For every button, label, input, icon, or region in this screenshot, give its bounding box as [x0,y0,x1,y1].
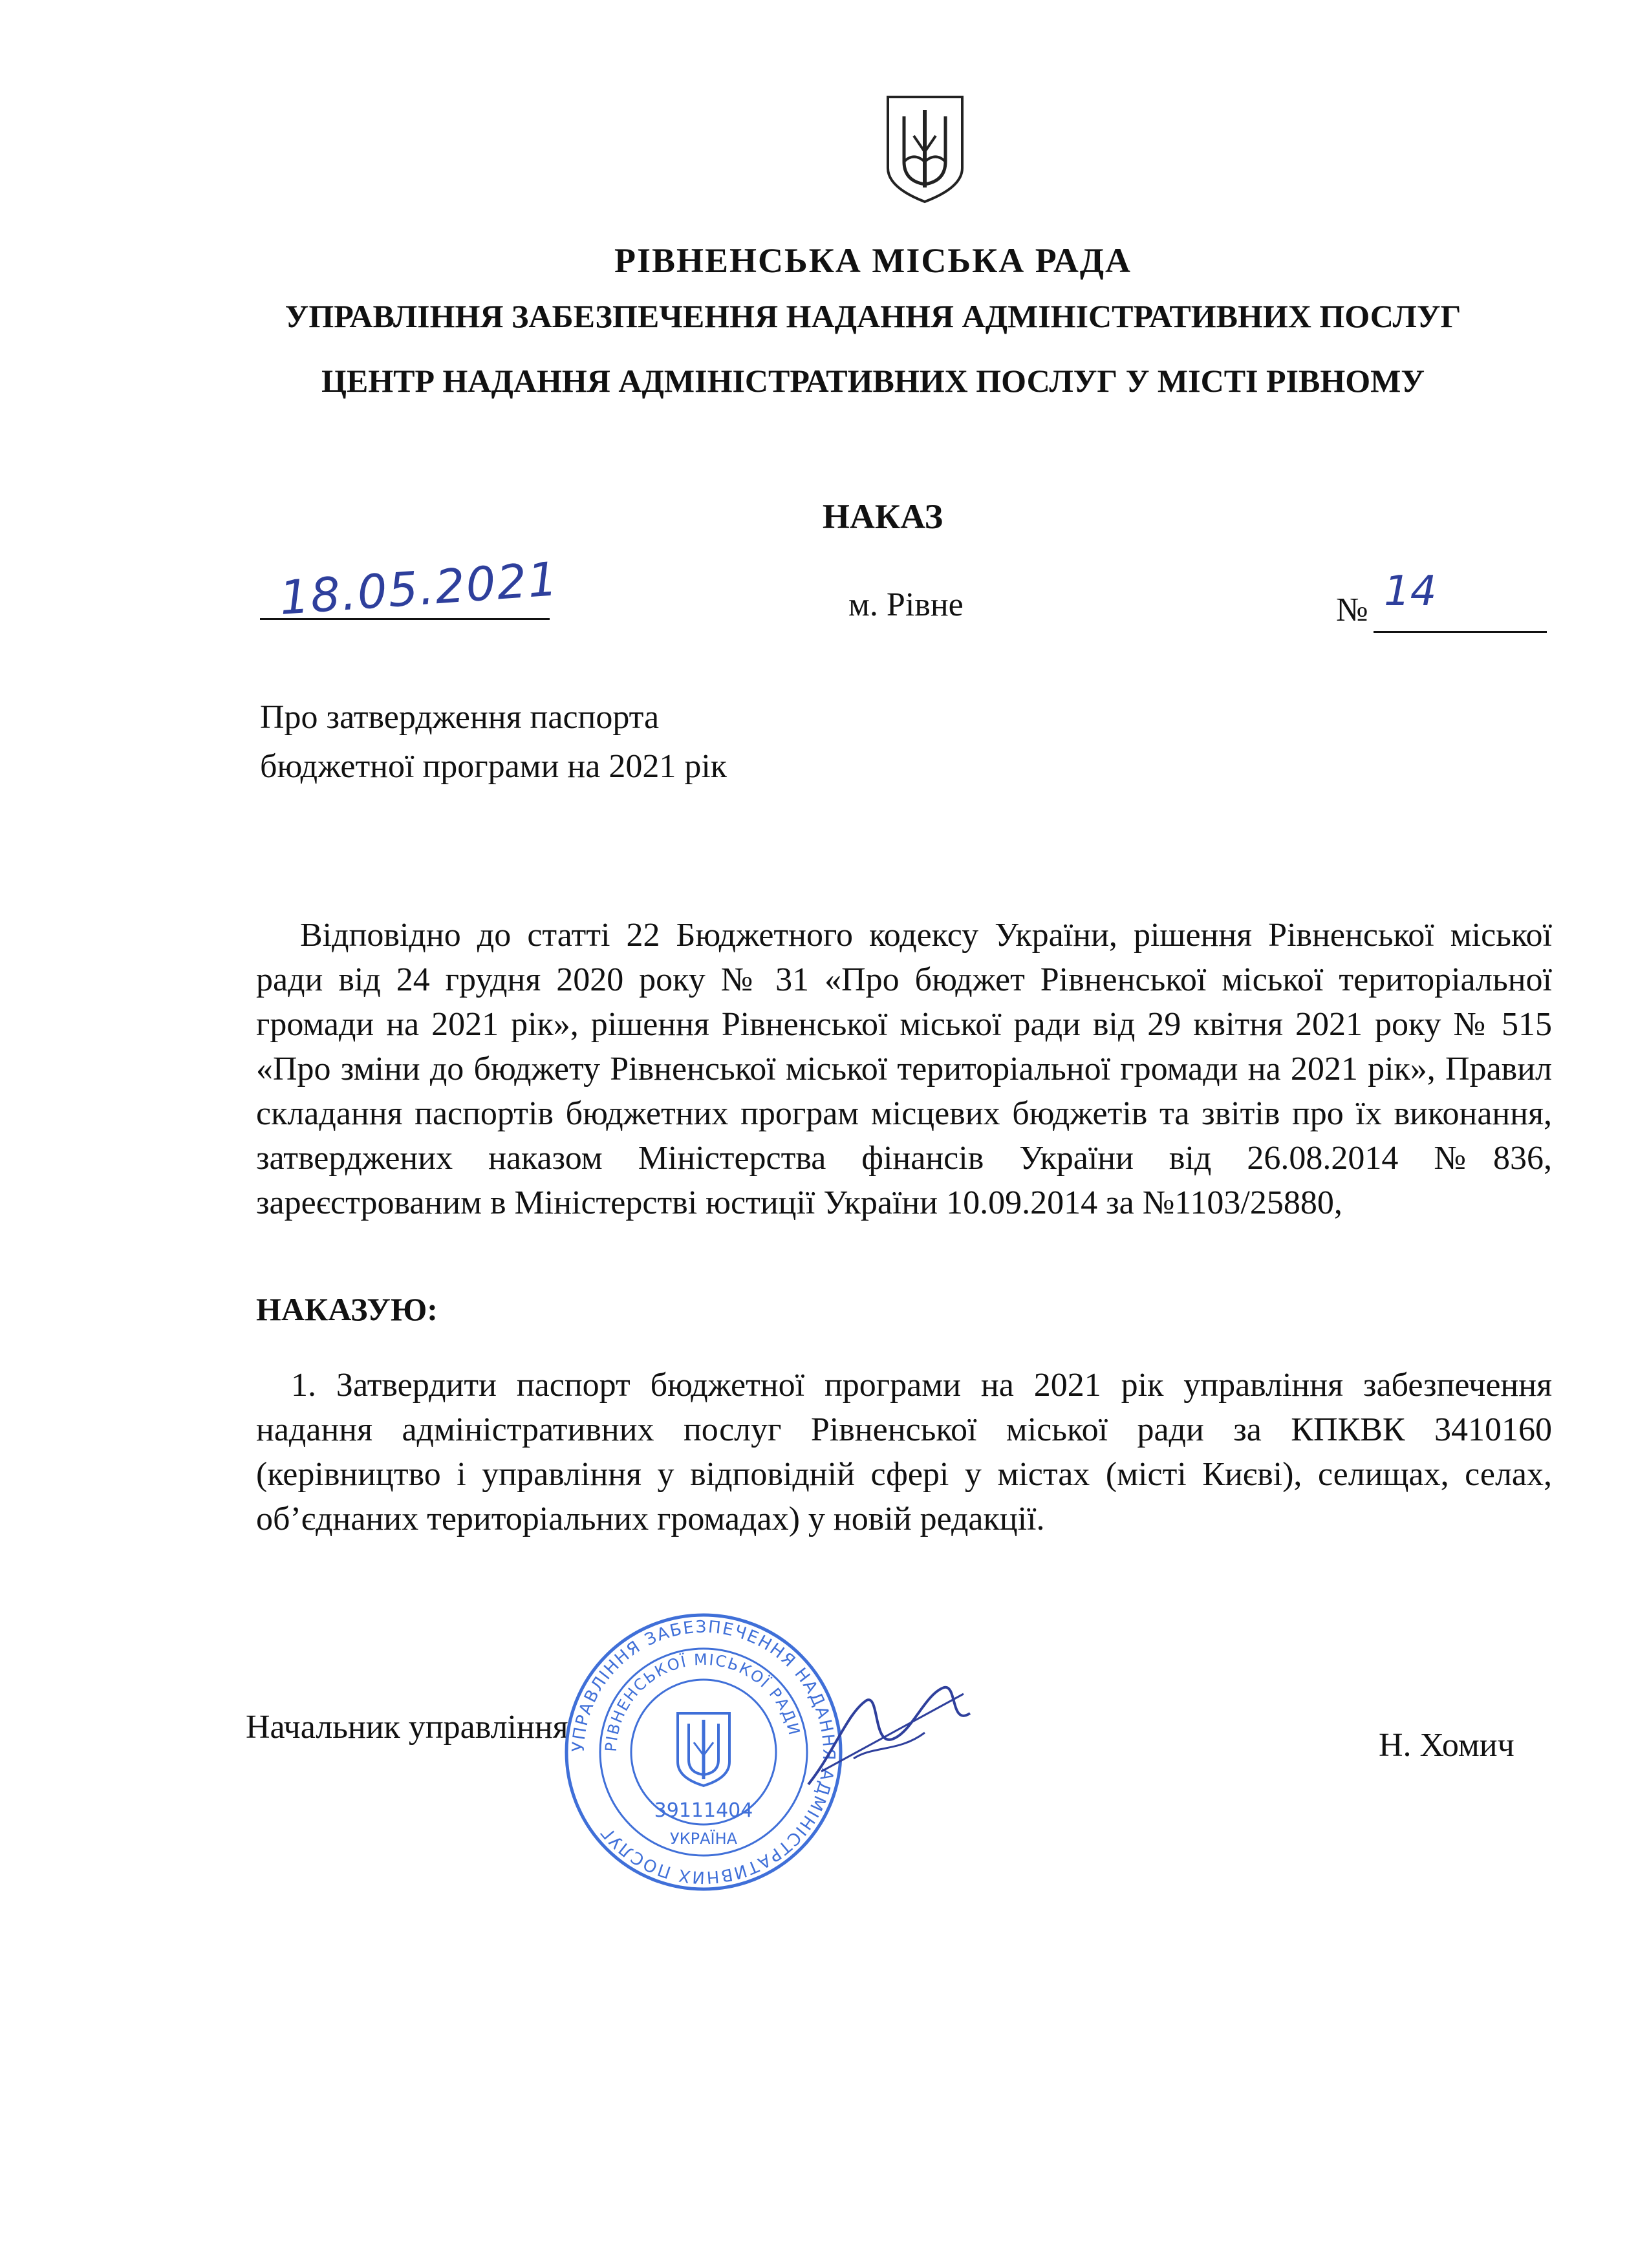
city: м. Рівне [848,586,964,623]
date-underline [260,618,550,620]
document-type: НАКАЗ [822,497,943,536]
svg-text:УКРАЇНА: УКРАЇНА [669,1830,738,1848]
signatory-position: Начальник управління [246,1709,568,1746]
handwritten-number: 14 [1384,568,1437,615]
order-item-1: 1. Затвердити паспорт бюджетної програми на 2021 рік управління забезпечення надання адміністративних послуг Рівненської міської ради за КПКВК 3410160 (керівництво і управління у відповідній сфері у містах (місті Києві), селищах, селах, об’єднаних територіальних громадах) у новій редакції. [256,1367,1552,1537]
number-label: № [1336,592,1368,628]
org-name-council: РІВНЕНСЬКА МІСЬКА РАДА [614,241,1132,280]
handwritten-signature-icon [795,1674,989,1804]
trident-emblem-icon [881,91,969,207]
subject [260,693,907,791]
body-paragraph: Відповідно до статті 22 Бюджетного кодексу України, рішення Рівненської міської ради від 24 грудня 2020 року № 31 «Про бюджет Рівненської міської територіальної громади на 2021 рік», рішення Рівненської міської ради від 29 квітня 2021 року № 515 «Про зміни до бюджету Рівненської міської територіальної громади на 2021 рік», Правил складання паспортів бюджетних програм місцевих бюджетів та звітів про їх виконання, затверджених наказом Міністерства фінансів України від 26.08.2014 №836, зареєстрованим в Міністерстві юстиції України 10.09.2014 за №1103/25880, [256,917,1552,1221]
handwritten-date: 18.05.2021 [277,551,561,625]
org-name-center: ЦЕНТР НАДАННЯ АДМІНІСТРАТИВНИХ ПОСЛУГ У МІСТІ РІВНОМУ [321,363,1425,399]
decree-word: НАКАЗУЮ: [256,1291,438,1327]
svg-text:РІВНЕНСЬКОЇ МІСЬКОЇ РАДИ: РІВНЕНСЬКОЇ МІСЬКОЇ РАДИ [601,1650,804,1753]
org-name-department: УПРАВЛІННЯ ЗАБЕЗПЕЧЕННЯ НАДАННЯ АДМІНІСТРАТИВНИХ ПОСЛУГ [285,298,1461,334]
svg-text:УПРАВЛІННЯ ЗАБЕЗПЕЧЕННЯ НАДАНН: УПРАВЛІННЯ ЗАБЕЗПЕЧЕННЯ НАДАННЯ АДМІНІСТРАТИВНИХ ПОСЛУГ [568,1617,839,1887]
signatory-name: Н. Хомич [1379,1727,1514,1764]
subject-line-1: Про затвердження паспорта [260,699,660,736]
number-underline [1374,631,1547,633]
svg-text:39111404: 39111404 [654,1799,753,1822]
subject-line-2: бюджетної програми на 2021 рік [260,748,727,785]
